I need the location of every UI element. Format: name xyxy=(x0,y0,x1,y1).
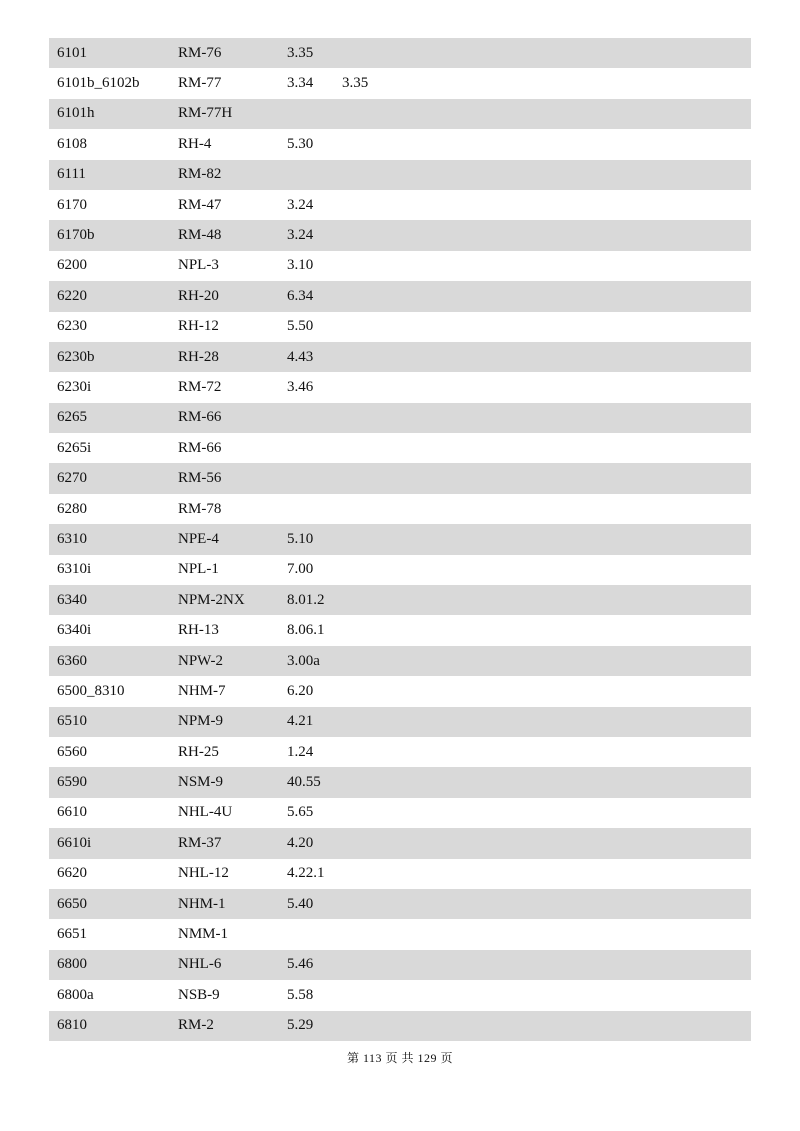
model-cell: 6590 xyxy=(57,774,87,791)
code-cell: RM-77H xyxy=(178,105,233,122)
table-row xyxy=(49,1011,751,1041)
code-cell: RH-13 xyxy=(178,622,219,639)
table-row xyxy=(49,281,751,311)
model-cell: 6170b xyxy=(57,227,95,244)
code-cell: NPW-2 xyxy=(178,652,223,669)
model-cell: 6101 xyxy=(57,44,87,61)
code-cell: NPL-3 xyxy=(178,257,219,274)
version-cell: 5.58 xyxy=(287,986,314,1003)
code-cell: RH-25 xyxy=(178,743,219,760)
code-cell: NPE-4 xyxy=(178,530,219,547)
table-row xyxy=(49,220,751,250)
table-row xyxy=(49,980,751,1010)
table-row xyxy=(49,251,751,281)
version-cell: 4.20 xyxy=(287,834,314,851)
firmware-table xyxy=(49,38,751,1041)
code-cell: RM-47 xyxy=(178,196,222,213)
code-cell: RM-78 xyxy=(178,500,222,517)
table-row xyxy=(49,403,751,433)
version-cell: 1.24 xyxy=(287,743,314,760)
version-cell: 7.00 xyxy=(287,561,314,578)
code-cell: RM-37 xyxy=(178,834,222,851)
code-cell: RH-20 xyxy=(178,287,219,304)
version-cell: 4.43 xyxy=(287,348,314,365)
table-row xyxy=(49,798,751,828)
version-cell: 3.24 xyxy=(287,196,314,213)
code-cell: NPM-9 xyxy=(178,713,224,730)
model-cell: 6510 xyxy=(57,713,87,730)
model-cell: 6230 xyxy=(57,318,87,335)
version-cell: 3.10 xyxy=(287,257,314,274)
table-row xyxy=(49,38,751,68)
model-cell: 6650 xyxy=(57,895,87,912)
version-cell: 8.06.1 xyxy=(287,622,325,639)
version-cell: 5.46 xyxy=(287,956,314,973)
model-cell: 6800a xyxy=(57,986,94,1003)
code-cell: NPL-1 xyxy=(178,561,219,578)
model-cell: 6610 xyxy=(57,804,87,821)
table-row xyxy=(49,615,751,645)
table-row xyxy=(49,463,751,493)
table-row xyxy=(49,828,751,858)
model-cell: 6200 xyxy=(57,257,87,274)
model-cell: 6101b_6102b xyxy=(57,75,140,92)
model-cell: 6360 xyxy=(57,652,87,669)
model-cell: 6265 xyxy=(57,409,87,426)
code-cell: RM-66 xyxy=(178,409,222,426)
code-cell: NHM-7 xyxy=(178,682,226,699)
version-cell: 5.50 xyxy=(287,318,314,335)
code-cell: RM-48 xyxy=(178,227,222,244)
model-cell: 6310 xyxy=(57,530,87,547)
table-row xyxy=(49,646,751,676)
version-cell: 5.65 xyxy=(287,804,314,821)
table-row xyxy=(49,919,751,949)
version-cell: 5.10 xyxy=(287,530,314,547)
model-cell: 6340i xyxy=(57,622,92,639)
code-cell: RM-76 xyxy=(178,44,222,61)
table-row xyxy=(49,494,751,524)
code-cell: RH-12 xyxy=(178,318,219,335)
code-cell: NHL-4U xyxy=(178,804,233,821)
table-row xyxy=(49,555,751,585)
model-cell: 6810 xyxy=(57,1017,87,1034)
code-cell: NSB-9 xyxy=(178,986,220,1003)
table-row xyxy=(49,433,751,463)
code-cell: NMM-1 xyxy=(178,926,229,943)
table-row xyxy=(49,707,751,737)
table-row xyxy=(49,68,751,98)
table-row xyxy=(49,767,751,797)
table-row xyxy=(49,160,751,190)
table-row xyxy=(49,859,751,889)
table-row xyxy=(49,99,751,129)
version-cell: 4.21 xyxy=(287,713,314,730)
table-row xyxy=(49,676,751,706)
table-row xyxy=(49,524,751,554)
model-cell: 6500_8310 xyxy=(57,682,125,699)
code-cell: RM-66 xyxy=(178,439,222,456)
model-cell: 6111 xyxy=(57,166,86,183)
model-cell: 6108 xyxy=(57,135,87,152)
table-row xyxy=(49,737,751,767)
model-cell: 6610i xyxy=(57,834,92,851)
version-cell: 3.46 xyxy=(287,378,314,395)
code-cell: RM-72 xyxy=(178,378,222,395)
table-row xyxy=(49,950,751,980)
version-alt-cell: 3.35 xyxy=(342,75,369,92)
version-cell: 6.34 xyxy=(287,287,314,304)
model-cell: 6280 xyxy=(57,500,87,517)
model-cell: 6560 xyxy=(57,743,87,760)
model-cell: 6220 xyxy=(57,287,87,304)
code-cell: RM-56 xyxy=(178,470,222,487)
table-row xyxy=(49,312,751,342)
model-cell: 6800 xyxy=(57,956,87,973)
version-cell: 3.24 xyxy=(287,227,314,244)
version-cell: 5.29 xyxy=(287,1017,314,1034)
model-cell: 6230i xyxy=(57,378,92,395)
version-cell: 3.34 xyxy=(287,75,314,92)
version-cell: 40.55 xyxy=(287,774,321,791)
code-cell: NHM-1 xyxy=(178,895,226,912)
model-cell: 6620 xyxy=(57,865,87,882)
model-cell: 6270 xyxy=(57,470,87,487)
model-cell: 6265i xyxy=(57,439,92,456)
model-cell: 6310i xyxy=(57,561,92,578)
table-row xyxy=(49,585,751,615)
table-row xyxy=(49,889,751,919)
code-cell: RM-2 xyxy=(178,1017,214,1034)
model-cell: 6101h xyxy=(57,105,95,122)
version-cell: 3.00a xyxy=(287,652,320,669)
version-cell: 5.30 xyxy=(287,135,314,152)
code-cell: NHL-12 xyxy=(178,865,229,882)
version-cell: 8.01.2 xyxy=(287,591,325,608)
table-row xyxy=(49,372,751,402)
table-row xyxy=(49,129,751,159)
version-cell: 6.20 xyxy=(287,682,314,699)
version-cell: 5.40 xyxy=(287,895,314,912)
model-cell: 6170 xyxy=(57,196,87,213)
model-cell: 6230b xyxy=(57,348,95,365)
code-cell: RH-4 xyxy=(178,135,212,152)
code-cell: RM-77 xyxy=(178,75,222,92)
version-cell: 3.35 xyxy=(287,44,314,61)
model-cell: 6340 xyxy=(57,591,87,608)
version-cell: 4.22.1 xyxy=(287,865,325,882)
model-cell: 6651 xyxy=(57,926,87,943)
code-cell: NPM-2NX xyxy=(178,591,245,608)
code-cell: RM-82 xyxy=(178,166,222,183)
code-cell: NSM-9 xyxy=(178,774,224,791)
table-row xyxy=(49,190,751,220)
code-cell: NHL-6 xyxy=(178,956,222,973)
table-row xyxy=(49,342,751,372)
page-footer: 第 113 页 共 129 页 xyxy=(346,1051,454,1065)
code-cell: RH-28 xyxy=(178,348,219,365)
